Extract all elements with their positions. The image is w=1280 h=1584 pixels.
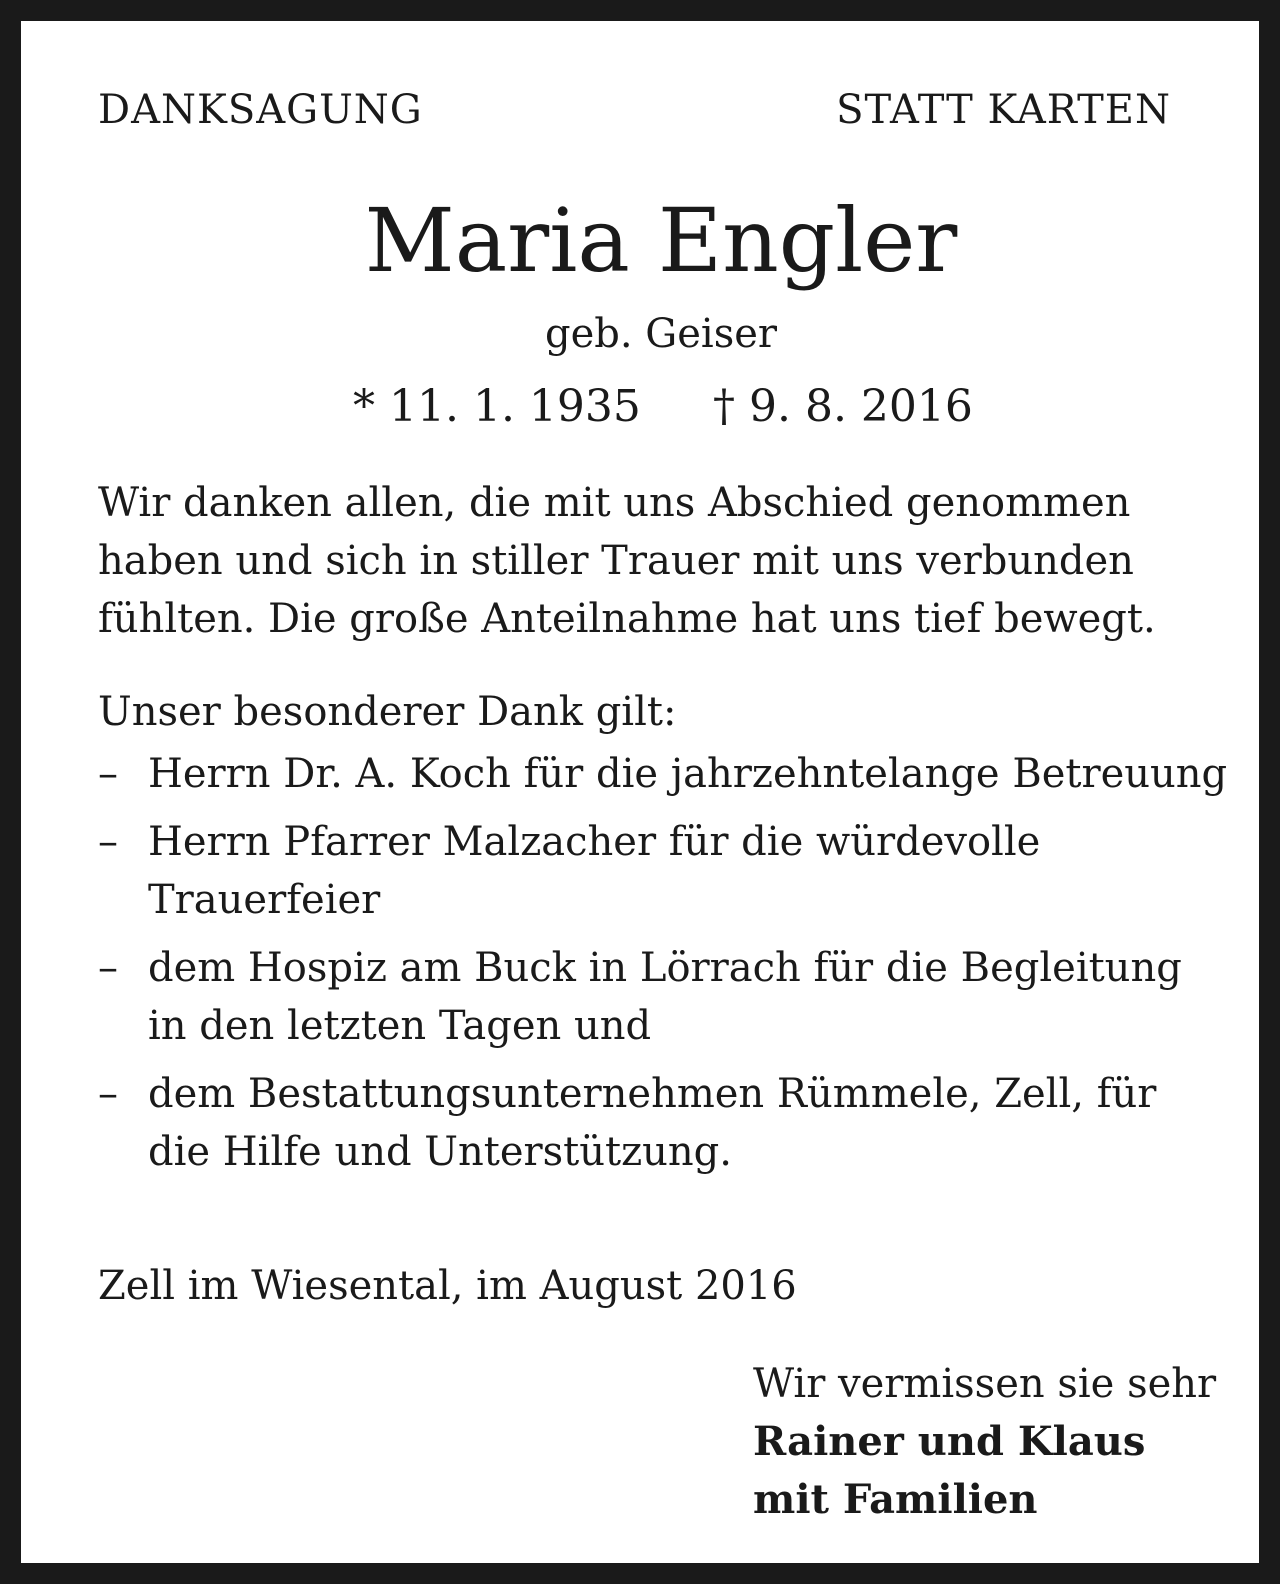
- dash-bullet: –: [98, 751, 118, 797]
- signature-block: [753, 1355, 1216, 1529]
- maiden-name: geb. Geiser: [544, 311, 778, 357]
- signature-names: Rainer und Klaus: [753, 1418, 1146, 1465]
- list-item-text: Herrn Dr. A. Koch für die jahrzehntelange Betreuung: [148, 751, 1228, 797]
- list-item: [98, 745, 1228, 803]
- place-date: Zell im Wiesental, im August 2016: [98, 1263, 797, 1309]
- list-item: [98, 1065, 1228, 1181]
- thanks-list: [98, 745, 1228, 1191]
- deceased-name: Maria Engler: [364, 189, 958, 292]
- signature-line: Wir vermissen sie sehr: [753, 1361, 1217, 1407]
- header-right: STATT KARTEN: [836, 87, 1171, 133]
- list-item: [98, 939, 1228, 1055]
- birth-date: * 11. 1. 1935: [353, 381, 641, 432]
- signature-families: mit Familien: [753, 1476, 1038, 1523]
- header-left: DANKSAGUNG: [98, 87, 423, 133]
- thanks-paragraph: Wir danken allen, die mit uns Abschied genommen haben und sich in stiller Trauer mit uns verbunden fühlten. Die große Anteilnahme hat uns tief bewegt.: [98, 480, 1156, 642]
- death-date: † 9. 8. 2016: [713, 381, 973, 432]
- dash-bullet: –: [98, 1071, 118, 1117]
- list-item: [98, 813, 1228, 929]
- dash-bullet: –: [98, 819, 118, 865]
- list-item-text: dem Bestattungsunternehmen Rümmele, Zell, für die Hilfe und Unterstützung.: [148, 1071, 1157, 1175]
- thanks-intro: Unser besonderer Dank gilt:: [98, 689, 677, 735]
- dash-bullet: –: [98, 945, 118, 991]
- list-item-text: Herrn Pfarrer Malzacher für die würdevolle Trauerfeier: [148, 819, 1041, 923]
- list-item-text: dem Hospiz am Buck in Lörrach für die Begleitung in den letzten Tagen und: [148, 945, 1182, 1049]
